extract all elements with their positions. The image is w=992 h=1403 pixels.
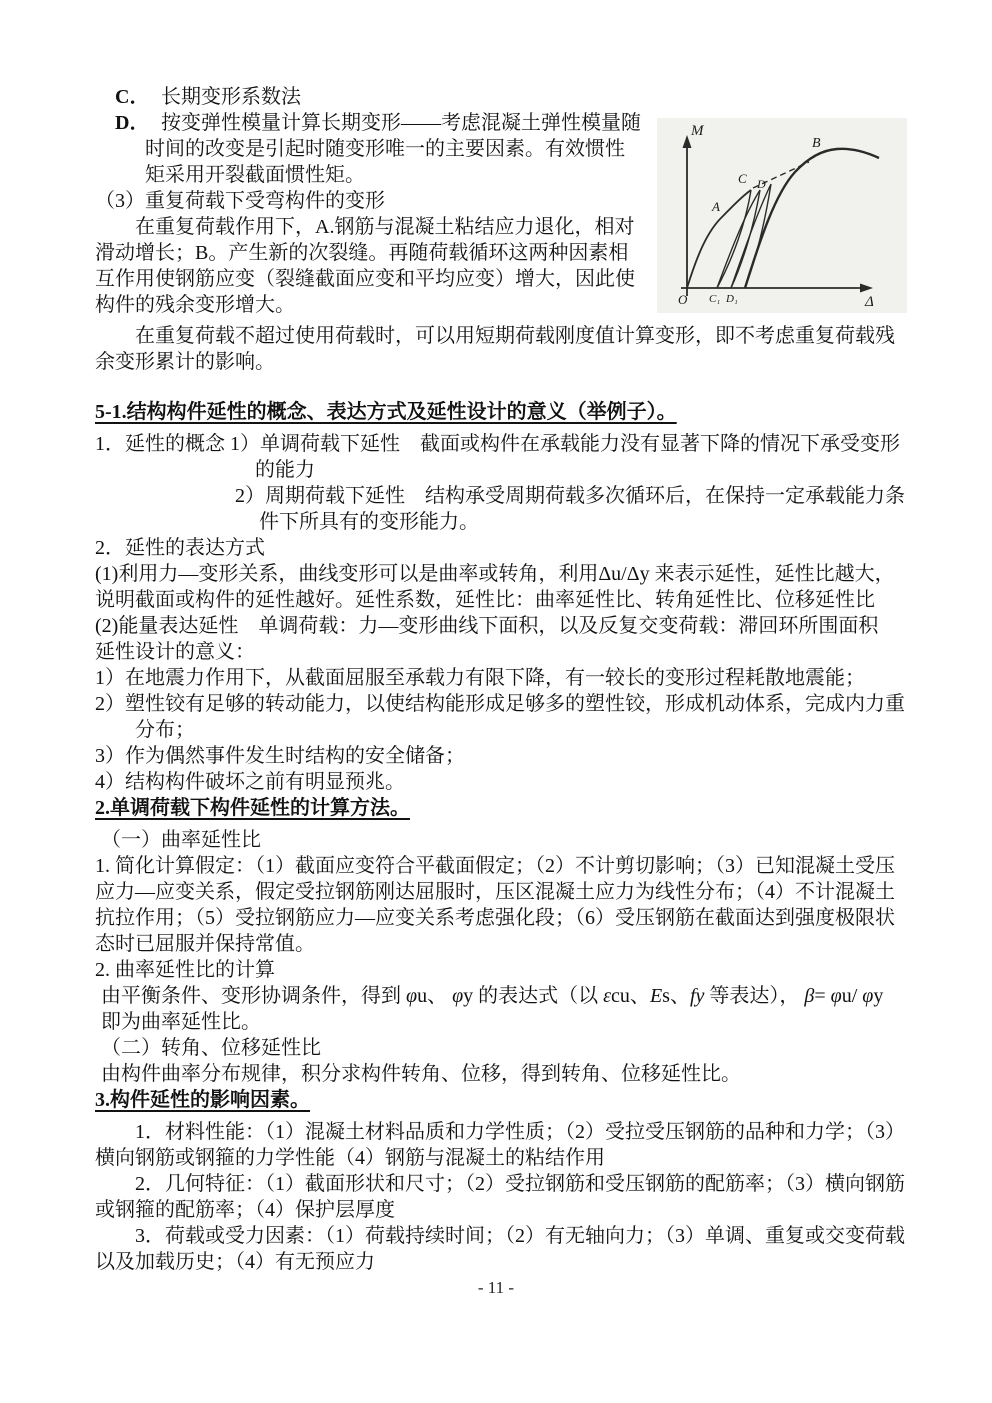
fy-symbol: fy — [689, 985, 705, 1007]
formula-u1: u、 — [417, 985, 453, 1007]
ductility-concept-line-4: 件下所具有的变形能力。 — [259, 511, 479, 533]
figure-label-delta: Δ — [865, 294, 874, 310]
formula-s: s、 — [662, 985, 690, 1007]
figure-label-O: O — [678, 292, 688, 307]
short-term-stiffness-paragraph: 在重复荷载不超过使用荷载时，可以用短期荷载刚度值计算变形，即不考虑重复荷载残余变形累计的影响。 — [95, 325, 895, 373]
meaning-item-3: 3）作为偶然事件发生时结构的安全储备； — [95, 745, 465, 767]
expression-heading: 2．延性的表达方式 — [95, 537, 265, 559]
section-3-influencing-factors — [95, 1087, 907, 1275]
phi-y2-symbol: φ — [862, 985, 874, 1007]
epsilon-symbol: ε — [603, 985, 612, 1007]
figure-label-C: C — [738, 171, 747, 186]
list-item-c — [115, 84, 907, 110]
expression-item-2: (2)能量表达延性 单调荷载：力—变形曲线下面积，以及反复交变荷载：滞回环所围面积 — [95, 615, 879, 637]
repeated-load-paragraph: 在重复荷载作用下，A.钢筋与混凝土粘结应力退化，相对滑动增长；B。产生新的次裂缝。再随荷载循环这两种因素相互作用使钢筋应变（裂缝截面应变和平均应变）增大，因此使构件的残余变形增大。 — [95, 216, 635, 316]
moment-deflection-figure — [657, 118, 907, 313]
subsection-1-curvature-ductility: （一）曲率延性比 — [101, 829, 261, 851]
phi-u2-symbol: φ — [830, 985, 842, 1007]
formula-text-1: 由平衡条件、变形协调条件，得到 — [101, 985, 406, 1007]
meaning-item-2: 2）塑性铰有足够的转动能力，以使结构能形成足够多的塑性铰，形成机动体系，完成内力重分布； — [95, 693, 905, 741]
design-meaning-heading: 延性设计的意义： — [95, 641, 255, 663]
item-c-text: 长期变形系数法 — [161, 86, 301, 108]
ductility-concept-line-3: 2）周期荷载下延性 结构承受周期荷载多次循环后，在保持一定承载能力条 — [235, 485, 905, 507]
phi-y-symbol: φ — [452, 985, 464, 1007]
beta-symbol: β — [804, 985, 815, 1007]
phi-u-symbol: φ — [406, 985, 418, 1007]
figure-label-C1: C₁ — [709, 293, 721, 305]
formula-u2: u/ — [841, 985, 863, 1007]
formula-text-4: 即为曲率延性比。 — [101, 1011, 261, 1033]
section-2-heading: 2.单调荷载下构件延性的计算方法。 — [95, 797, 410, 819]
factor-geometry: 2．几何特征：（1）截面形状和尺寸；（2）受拉钢筋和受压钢筋的配筋率；（3）横向钢筋或钢箍的配筋率；（4）保护层厚度 — [95, 1173, 905, 1221]
factor-loading: 3．荷载或受力因素：（1）荷载持续时间；（2）有无轴向力；（3）单调、重复或交变荷载以及加载历史；（4）有无预应力 — [95, 1225, 905, 1273]
curvature-calc-heading: 2. 曲率延性比的计算 — [95, 959, 275, 981]
subsection-2-rotation-displacement: （二）转角、位移延性比 — [101, 1037, 321, 1059]
simplified-assumptions-paragraph: 1. 简化计算假定：（1）截面应变符合平截面假定；（2）不计剪切影响；（3）已知混凝土受压应力—应变关系，假定受拉钢筋刚达屈服时，压区混凝土应力为线性分布；（4）不计混凝土抗拉作用；（5）受拉钢筋应力—应变关系考虑强化段；（6）受压钢筋在截面达到强度极限状态时已屈服并保持常值。 — [95, 855, 895, 955]
x-axis-arrow-icon — [860, 284, 873, 293]
meaning-item-4: 4）结构构件破坏之前有明显预兆。 — [95, 771, 405, 793]
formula-text-2: 的表达式（以 — [478, 985, 604, 1007]
expression-item-1: (1)利用力—变形关系，曲线变形可以是曲率或转角，利用Δu/Δy 来表示延性，延性比越大，说明截面或构件的延性越好。延性系数，延性比：曲率延性比、转角延性比、位移延性比 — [95, 563, 895, 611]
figure-label-M: M — [691, 123, 704, 139]
integral-paragraph: 由构件曲率分布规律，积分求构件转角、位移，得到转角、位移延性比。 — [101, 1063, 741, 1085]
figure-label-B: B — [812, 136, 821, 151]
page-content — [95, 84, 907, 1275]
formula-equals: = — [814, 985, 831, 1007]
item-d-text: 按变弹性模量计算长期变形——考虑混凝土弹性模量随时间的改变是引起时随变形唯一的主要因素。有效惯性矩采用开裂截面惯性矩。 — [145, 112, 641, 186]
section-repeated-load-deformation — [95, 84, 907, 375]
item-c-label: C． — [115, 86, 150, 108]
ductility-concept-line-1: 1．延性的概念 1）单调荷载下延性 截面或构件在承载能力没有显著下降的情况下承受变形 — [95, 433, 900, 455]
figure-label-A: A — [712, 199, 720, 214]
item-d-label: D． — [115, 112, 150, 134]
formula-y2: y — [873, 985, 884, 1007]
formula-text-3: 等表达）， — [704, 985, 805, 1007]
curvature-formula-paragraph — [95, 983, 907, 1035]
figure-label-D1: D₁ — [726, 293, 738, 305]
section-3-heading: 3.构件延性的影响因素。 — [95, 1089, 310, 1111]
page-number: - 11 - — [477, 1278, 515, 1297]
section-2-calculation-method — [95, 795, 907, 1087]
es-symbol: E — [649, 985, 663, 1007]
factor-material: 1．材料性能：（1）混凝土材料品质和力学性质；（2）受拉受压钢筋的品种和力学；（3）横向钢筋或钢箍的力学性能（4）钢筋与混凝土的粘结作用 — [95, 1121, 905, 1169]
section-5-1-ductility-concept — [95, 399, 907, 795]
hysteresis-curve-drawing — [657, 118, 907, 313]
section-5-1-heading: 5-1.结构构件延性的概念、表达方式及延性设计的意义（举例子）。 — [95, 401, 677, 423]
figure-label-D: D — [757, 177, 766, 191]
formula-cu: cu、 — [611, 985, 650, 1007]
item-3-heading: （3）重复荷载下受弯构件的变形 — [95, 190, 385, 212]
meaning-item-1: 1）在地震力作用下，从截面屈服至承载力有限下降，有一较长的变形过程耗散地震能； — [95, 667, 865, 689]
formula-y1: y — [463, 985, 479, 1007]
ductility-concept-line-2: 的能力 — [255, 459, 315, 481]
